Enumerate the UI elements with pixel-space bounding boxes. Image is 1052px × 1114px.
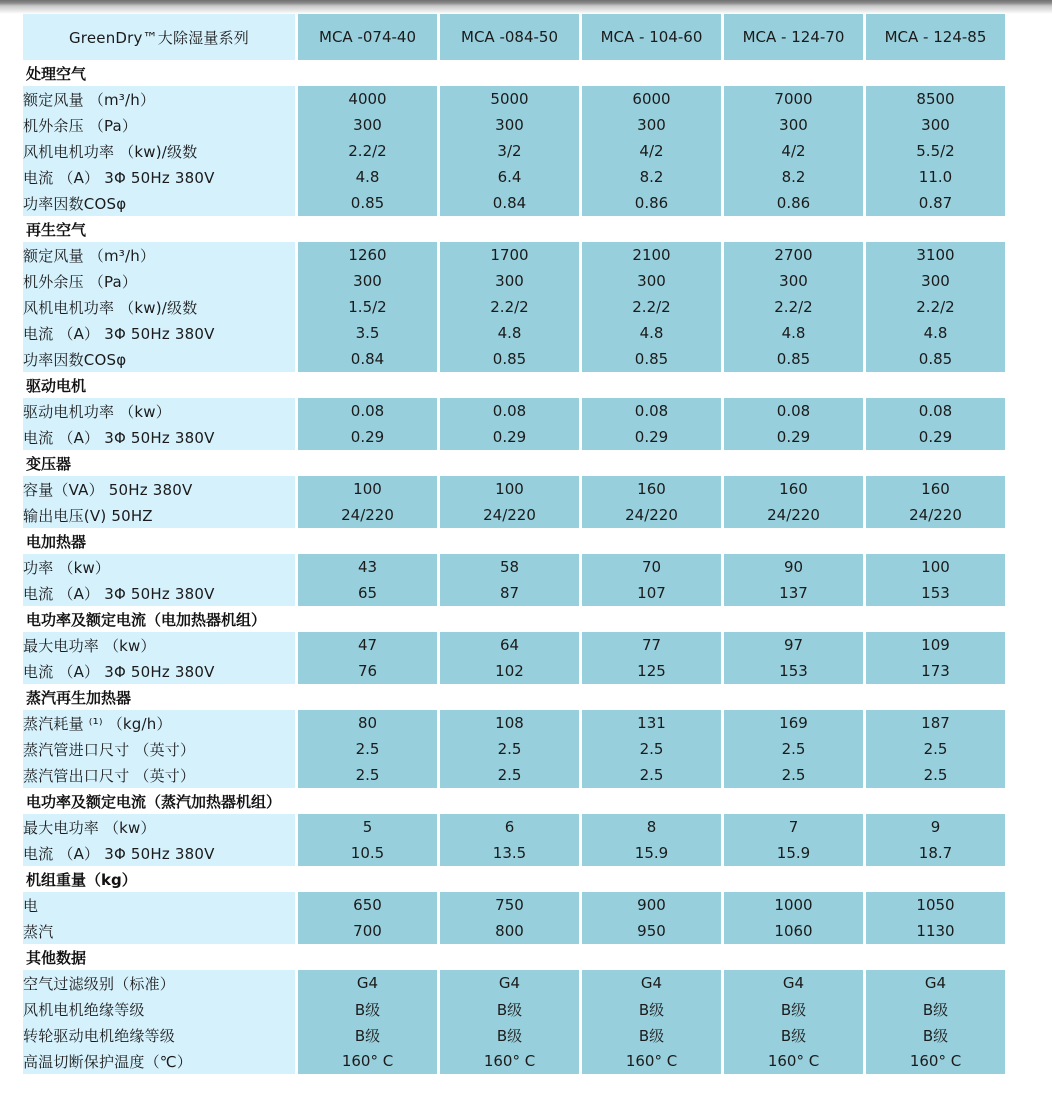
table-cell: 300: [579, 268, 721, 294]
table-cell: 5: [295, 814, 437, 840]
section-title: 电功率及额定电流（蒸汽加热器机组）: [23, 788, 1005, 814]
table-row: [23, 996, 1005, 1022]
table-cell: 58: [437, 554, 579, 580]
section-title: 其他数据: [23, 944, 1005, 970]
table-cell: 1260: [295, 242, 437, 268]
section-title: 电功率及额定电流（电加热器机组）: [23, 606, 1005, 632]
table-row: [23, 1022, 1005, 1048]
table-cell: 0.29: [579, 424, 721, 450]
table-cell: G4: [721, 970, 863, 996]
table-cell: 650: [295, 892, 437, 918]
table-cell: 0.29: [295, 424, 437, 450]
table-cell: 160: [721, 476, 863, 502]
row-label: 最大电功率 （kw）: [23, 814, 295, 840]
table-cell: 1.5/2: [295, 294, 437, 320]
table-cell: 173: [863, 658, 1005, 684]
table-cell: 100: [437, 476, 579, 502]
row-label: 电流 （A） 3Φ 50Hz 380V: [23, 320, 295, 346]
model-header: MCA -084-50: [437, 14, 579, 60]
table-cell: 24/220: [721, 502, 863, 528]
table-cell: 6.4: [437, 164, 579, 190]
spec-sheet: [23, 14, 1005, 1114]
table-cell: 8.2: [721, 164, 863, 190]
table-cell: 90: [721, 554, 863, 580]
table-cell: 160° C: [437, 1048, 579, 1074]
table-cell: 160° C: [295, 1048, 437, 1074]
table-cell: 4000: [295, 86, 437, 112]
table-row: [23, 710, 1005, 736]
table-row: [23, 190, 1005, 216]
row-label: 蒸汽管进口尺寸 （英寸）: [23, 736, 295, 762]
table-cell: 125: [579, 658, 721, 684]
section-title: 蒸汽再生加热器: [23, 684, 1005, 710]
table-row: [23, 138, 1005, 164]
table-cell: B级: [579, 1022, 721, 1048]
table-row: [23, 580, 1005, 606]
table-cell: 76: [295, 658, 437, 684]
table-cell: 4.8: [295, 164, 437, 190]
table-cell: 0.85: [579, 346, 721, 372]
table-row: [23, 320, 1005, 346]
table-cell: 80: [295, 710, 437, 736]
table-cell: G4: [437, 970, 579, 996]
table-cell: 10.5: [295, 840, 437, 866]
table-row: [23, 112, 1005, 138]
table-cell: B级: [721, 1022, 863, 1048]
table-cell: 300: [579, 112, 721, 138]
table-cell: 900: [579, 892, 721, 918]
table-cell: 2.2/2: [579, 294, 721, 320]
table-cell: 107: [579, 580, 721, 606]
table-row: [23, 762, 1005, 788]
row-label: 转轮驱动电机绝缘等级: [23, 1022, 295, 1048]
table-cell: 153: [721, 658, 863, 684]
table-cell: 1050: [863, 892, 1005, 918]
table-cell: 109: [863, 632, 1005, 658]
table-cell: 47: [295, 632, 437, 658]
spec-table-body: [23, 14, 1005, 1074]
table-cell: 300: [863, 112, 1005, 138]
section-row: [23, 684, 1005, 710]
header-row: [23, 14, 1005, 60]
section-title: 处理空气: [23, 60, 1005, 86]
table-row: [23, 502, 1005, 528]
table-cell: 2.5: [863, 736, 1005, 762]
section-row: [23, 788, 1005, 814]
table-row: [23, 970, 1005, 996]
table-cell: 4/2: [721, 138, 863, 164]
model-header: MCA - 104-60: [579, 14, 721, 60]
row-label: 蒸汽耗量 ⁽¹⁾ （kg/h）: [23, 710, 295, 736]
table-cell: 160° C: [721, 1048, 863, 1074]
table-cell: 7: [721, 814, 863, 840]
table-cell: 300: [295, 268, 437, 294]
table-row: [23, 242, 1005, 268]
table-cell: 11.0: [863, 164, 1005, 190]
table-row: [23, 892, 1005, 918]
table-cell: 2.5: [721, 762, 863, 788]
table-cell: 18.7: [863, 840, 1005, 866]
table-cell: 0.29: [863, 424, 1005, 450]
table-cell: 2.5: [863, 762, 1005, 788]
table-cell: 5000: [437, 86, 579, 112]
model-header: MCA -074-40: [295, 14, 437, 60]
table-row: [23, 1048, 1005, 1074]
table-cell: 102: [437, 658, 579, 684]
table-cell: 0.08: [579, 398, 721, 424]
table-cell: 13.5: [437, 840, 579, 866]
table-cell: 15.9: [579, 840, 721, 866]
section-title: 变压器: [23, 450, 1005, 476]
table-cell: 2700: [721, 242, 863, 268]
table-cell: 153: [863, 580, 1005, 606]
table-cell: 2.5: [295, 736, 437, 762]
row-label: 高温切断保护温度（℃）: [23, 1048, 295, 1074]
table-cell: 108: [437, 710, 579, 736]
row-label: 机外余压 （Pa）: [23, 268, 295, 294]
table-cell: 160° C: [579, 1048, 721, 1074]
row-label: 容量（VA） 50Hz 380V: [23, 476, 295, 502]
table-cell: 1000: [721, 892, 863, 918]
table-cell: 4/2: [579, 138, 721, 164]
table-cell: 2.5: [579, 736, 721, 762]
table-cell: 1700: [437, 242, 579, 268]
row-label: 风机电机绝缘等级: [23, 996, 295, 1022]
table-cell: 3.5: [295, 320, 437, 346]
model-header: MCA - 124-70: [721, 14, 863, 60]
table-cell: 0.87: [863, 190, 1005, 216]
table-cell: 24/220: [295, 502, 437, 528]
table-row: [23, 632, 1005, 658]
table-cell: 77: [579, 632, 721, 658]
table-cell: 3100: [863, 242, 1005, 268]
table-cell: 2.2/2: [295, 138, 437, 164]
table-cell: 187: [863, 710, 1005, 736]
table-cell: 750: [437, 892, 579, 918]
table-cell: 0.08: [863, 398, 1005, 424]
row-label: 电流 （A） 3Φ 50Hz 380V: [23, 658, 295, 684]
table-cell: B级: [437, 996, 579, 1022]
section-title: 再生空气: [23, 216, 1005, 242]
row-label: 电流 （A） 3Φ 50Hz 380V: [23, 840, 295, 866]
table-row: [23, 164, 1005, 190]
table-cell: 0.29: [437, 424, 579, 450]
table-cell: 0.29: [721, 424, 863, 450]
table-cell: 8: [579, 814, 721, 840]
section-row: [23, 944, 1005, 970]
table-cell: 300: [863, 268, 1005, 294]
table-cell: 1130: [863, 918, 1005, 944]
table-cell: 6000: [579, 86, 721, 112]
table-cell: 2.5: [721, 736, 863, 762]
table-cell: 4.8: [721, 320, 863, 346]
table-cell: 0.08: [721, 398, 863, 424]
table-cell: 0.85: [863, 346, 1005, 372]
table-row: [23, 840, 1005, 866]
table-cell: 131: [579, 710, 721, 736]
row-label: 驱动电机功率 （kw）: [23, 398, 295, 424]
table-cell: 0.85: [437, 346, 579, 372]
table-cell: 0.86: [579, 190, 721, 216]
section-row: [23, 60, 1005, 86]
table-cell: 0.86: [721, 190, 863, 216]
row-label: 额定风量 （m³/h）: [23, 86, 295, 112]
table-cell: 2.5: [295, 762, 437, 788]
table-cell: 24/220: [437, 502, 579, 528]
table-cell: B级: [579, 996, 721, 1022]
table-cell: 64: [437, 632, 579, 658]
table-cell: 24/220: [579, 502, 721, 528]
row-label: 功率因数COSφ: [23, 346, 295, 372]
table-cell: 4.8: [863, 320, 1005, 346]
table-row: [23, 658, 1005, 684]
table-cell: 800: [437, 918, 579, 944]
table-row: [23, 346, 1005, 372]
model-header: MCA - 124-85: [863, 14, 1005, 60]
table-cell: 300: [721, 268, 863, 294]
table-cell: 65: [295, 580, 437, 606]
table-cell: 0.84: [295, 346, 437, 372]
table-row: [23, 294, 1005, 320]
table-cell: 160: [579, 476, 721, 502]
row-label: 功率因数COSφ: [23, 190, 295, 216]
table-cell: B级: [295, 1022, 437, 1048]
table-row: [23, 424, 1005, 450]
table-cell: 0.85: [721, 346, 863, 372]
section-row: [23, 606, 1005, 632]
table-cell: 7000: [721, 86, 863, 112]
table-cell: 169: [721, 710, 863, 736]
table-cell: 8.2: [579, 164, 721, 190]
table-cell: 4.8: [579, 320, 721, 346]
table-cell: B级: [863, 1022, 1005, 1048]
table-cell: 6: [437, 814, 579, 840]
section-row: [23, 372, 1005, 398]
table-cell: 100: [863, 554, 1005, 580]
table-cell: B级: [863, 996, 1005, 1022]
table-cell: 0.08: [295, 398, 437, 424]
table-cell: 43: [295, 554, 437, 580]
row-label: 电流 （A） 3Φ 50Hz 380V: [23, 164, 295, 190]
table-cell: 300: [721, 112, 863, 138]
table-cell: 2.2/2: [437, 294, 579, 320]
table-cell: 2.5: [437, 762, 579, 788]
table-cell: 2100: [579, 242, 721, 268]
table-cell: 15.9: [721, 840, 863, 866]
table-row: [23, 476, 1005, 502]
table-row: [23, 736, 1005, 762]
table-cell: G4: [295, 970, 437, 996]
section-title: 驱动电机: [23, 372, 1005, 398]
table-cell: 97: [721, 632, 863, 658]
table-cell: G4: [579, 970, 721, 996]
table-row: [23, 918, 1005, 944]
row-label: 功率 （kw）: [23, 554, 295, 580]
table-cell: 300: [437, 268, 579, 294]
table-cell: 2.5: [437, 736, 579, 762]
table-row: [23, 268, 1005, 294]
table-row: [23, 86, 1005, 112]
table-cell: B级: [437, 1022, 579, 1048]
table-cell: 0.85: [295, 190, 437, 216]
row-label: 额定风量 （m³/h）: [23, 242, 295, 268]
spec-table: [23, 14, 1005, 1074]
table-cell: 160: [863, 476, 1005, 502]
section-row: [23, 450, 1005, 476]
table-cell: G4: [863, 970, 1005, 996]
section-row: [23, 528, 1005, 554]
table-cell: 2.2/2: [721, 294, 863, 320]
table-cell: 2.5: [579, 762, 721, 788]
table-cell: 2.2/2: [863, 294, 1005, 320]
table-cell: 8500: [863, 86, 1005, 112]
table-cell: 300: [295, 112, 437, 138]
section-row: [23, 866, 1005, 892]
table-row: [23, 554, 1005, 580]
row-label: 空气过滤级别（标准）: [23, 970, 295, 996]
section-title: 机组重量（kg）: [23, 866, 1005, 892]
row-label: 电流 （A） 3Φ 50Hz 380V: [23, 580, 295, 606]
table-cell: 70: [579, 554, 721, 580]
row-label: 蒸汽管出口尺寸 （英寸）: [23, 762, 295, 788]
table-row: [23, 398, 1005, 424]
section-title: 电加热器: [23, 528, 1005, 554]
row-label: 蒸汽: [23, 918, 295, 944]
table-cell: 9: [863, 814, 1005, 840]
row-label: 输出电压(V) 50HZ: [23, 502, 295, 528]
table-cell: 0.84: [437, 190, 579, 216]
row-label: 风机电机功率 （kw)/级数: [23, 138, 295, 164]
series-name: GreenDry™大除湿量系列: [23, 14, 295, 60]
row-label: 最大电功率 （kw）: [23, 632, 295, 658]
table-row: [23, 814, 1005, 840]
table-cell: B级: [295, 996, 437, 1022]
table-cell: 300: [437, 112, 579, 138]
table-cell: 0.08: [437, 398, 579, 424]
row-label: 电: [23, 892, 295, 918]
table-cell: 160° C: [863, 1048, 1005, 1074]
table-cell: 700: [295, 918, 437, 944]
table-cell: 100: [295, 476, 437, 502]
table-cell: 1060: [721, 918, 863, 944]
row-label: 风机电机功率 （kw)/级数: [23, 294, 295, 320]
table-cell: B级: [721, 996, 863, 1022]
row-label: 机外余压 （Pa）: [23, 112, 295, 138]
table-cell: 5.5/2: [863, 138, 1005, 164]
row-label: 电流 （A） 3Φ 50Hz 380V: [23, 424, 295, 450]
table-cell: 87: [437, 580, 579, 606]
section-row: [23, 216, 1005, 242]
table-cell: 137: [721, 580, 863, 606]
table-cell: 3/2: [437, 138, 579, 164]
table-cell: 950: [579, 918, 721, 944]
table-cell: 4.8: [437, 320, 579, 346]
table-cell: 24/220: [863, 502, 1005, 528]
